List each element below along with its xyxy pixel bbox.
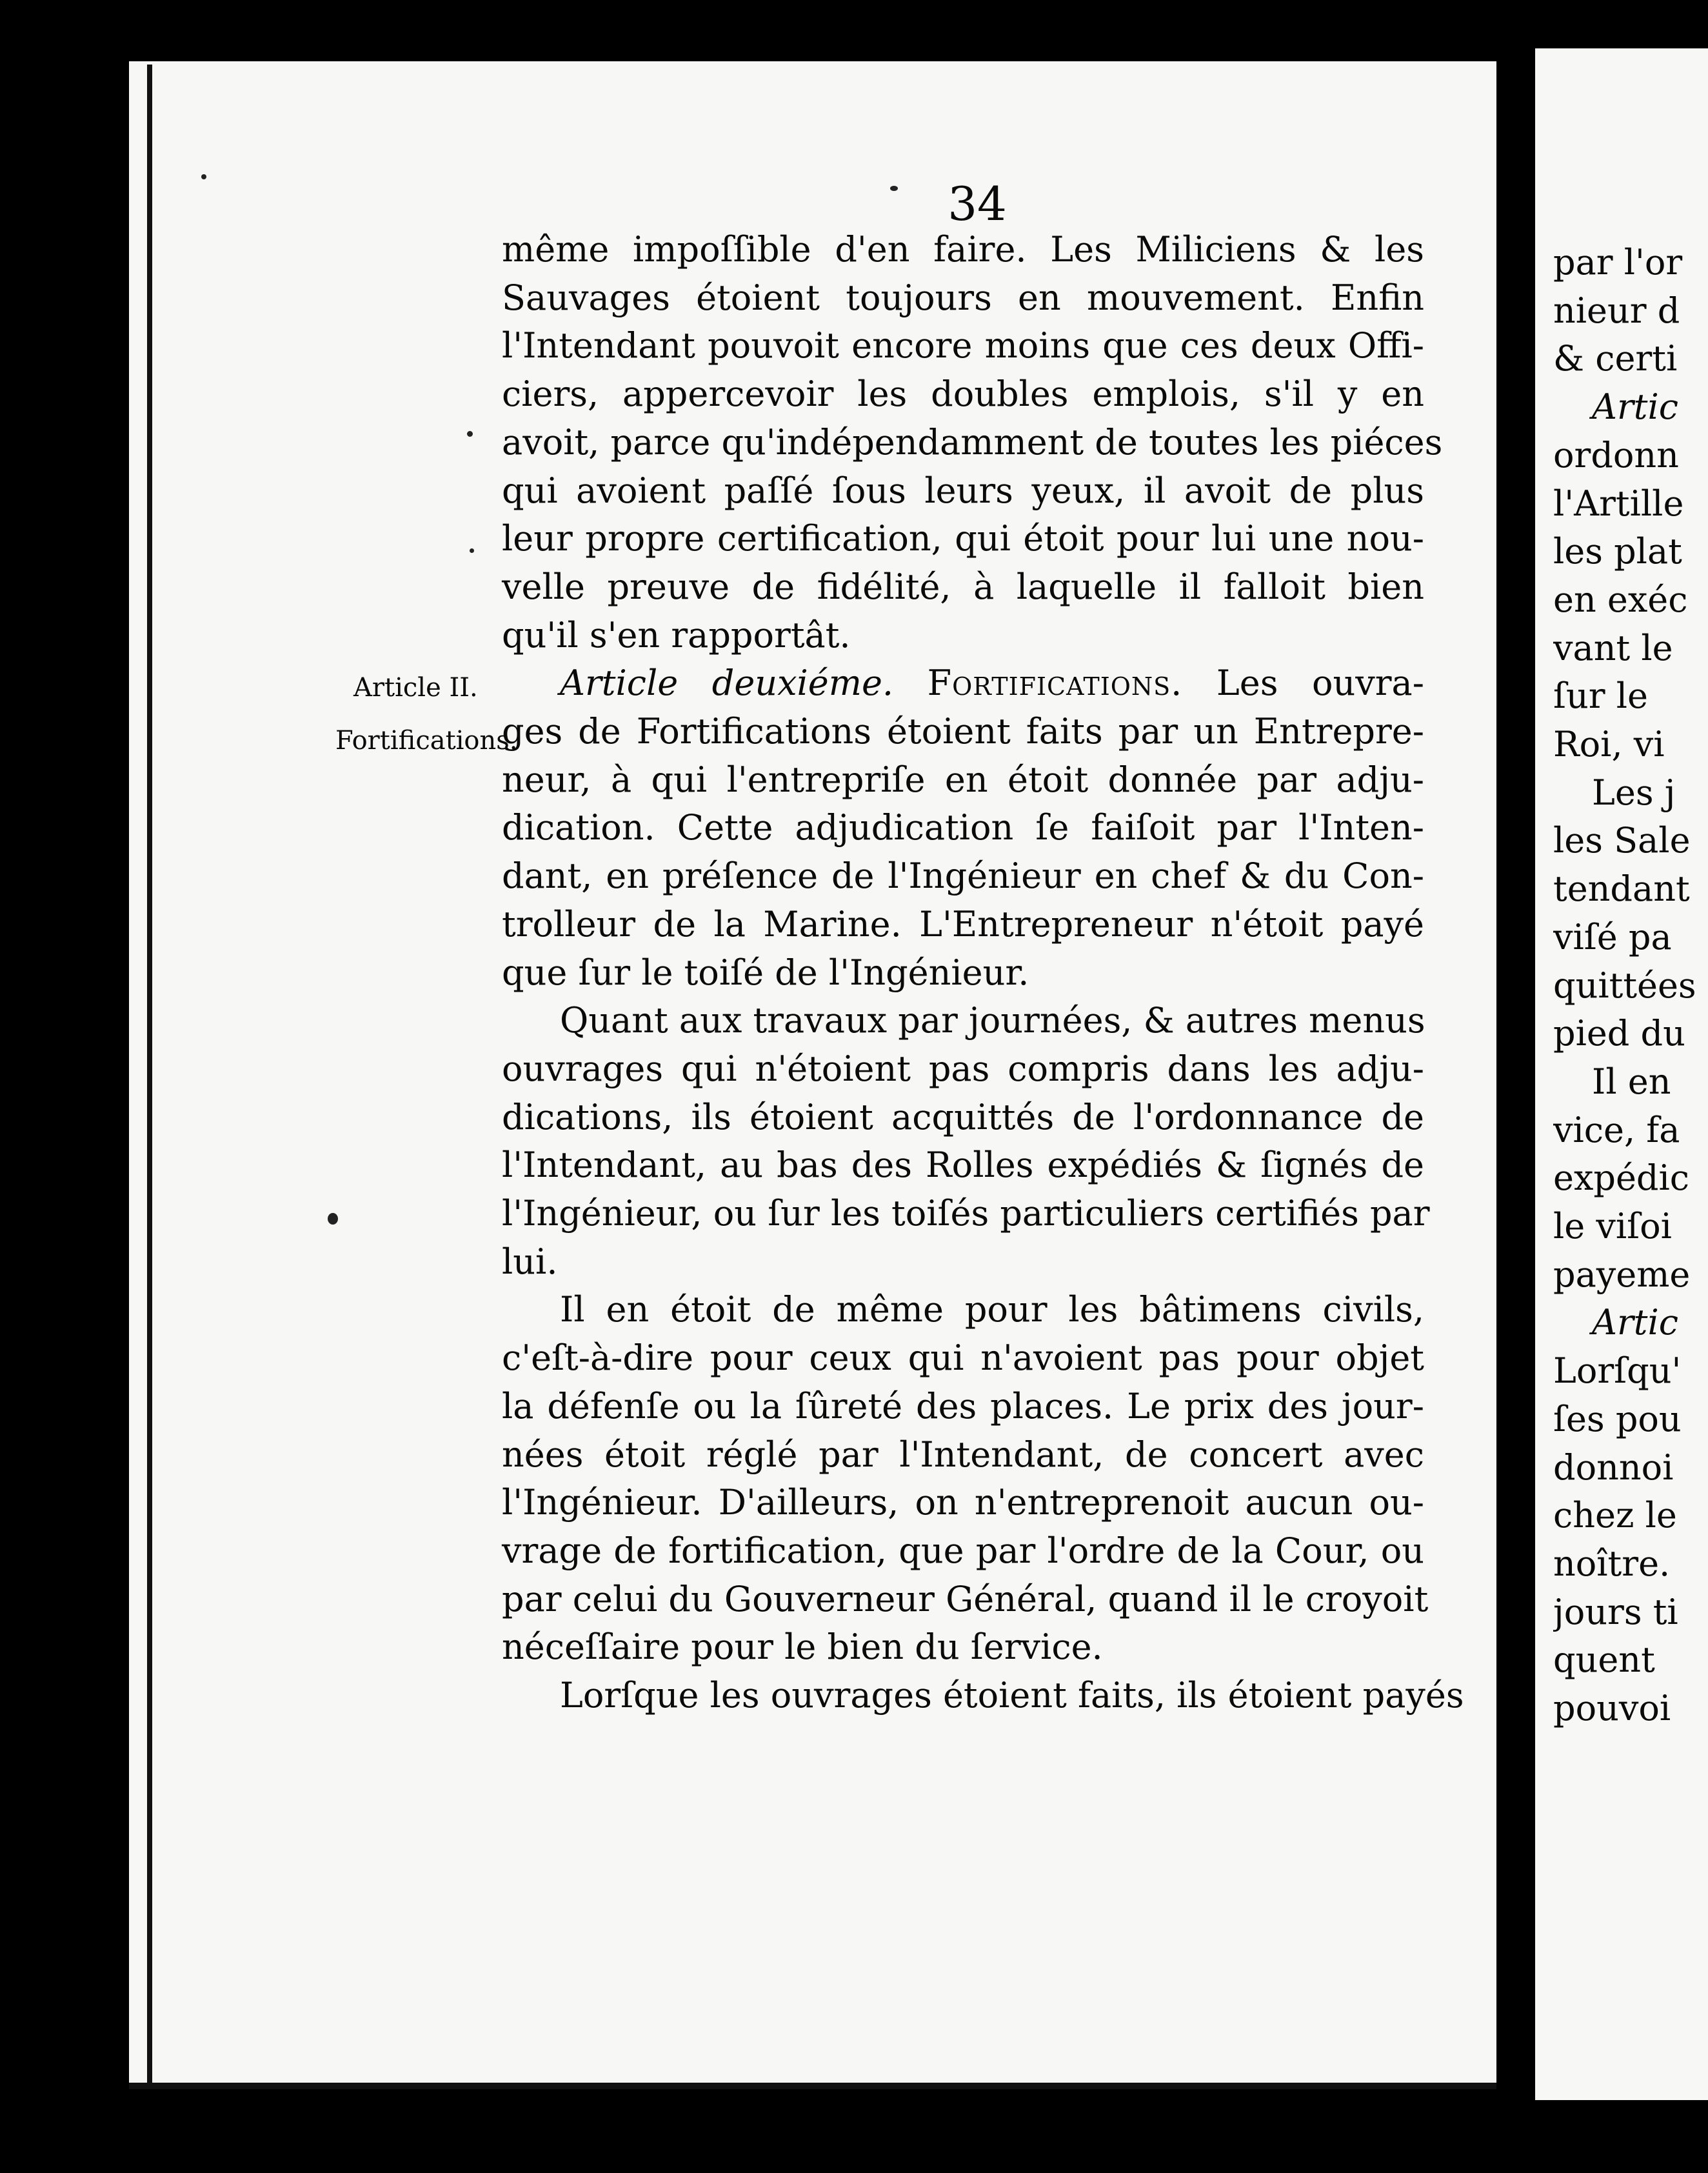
facing-page-text [1553,239,1708,1733]
text-line [502,1623,1424,1672]
facing-text-line: le viſoi [1553,1206,1672,1247]
text-line [502,1141,1424,1190]
paper-speck [201,174,206,179]
text-line [502,1334,1424,1383]
line-text: dant, en préſence de l'Ingénieur en chef & du Con- [502,856,1424,897]
line-text: néceſſaire pour le bien du ſervice. [502,1627,1103,1668]
line-text: lui. [502,1241,558,1282]
facing-text-line: ſes pou [1553,1398,1682,1439]
line-text: l'Intendant, au bas des Rolles expédiés & ſignés de [502,1145,1424,1186]
facing-text-line: quent [1553,1639,1655,1681]
text-line [502,1576,1429,1624]
text-line [502,274,1424,323]
text-line [502,322,1424,370]
line-text: l'Intendant pouvoit encore moins que ces deux Offi- [502,325,1424,366]
line-text: qui avoient paſſé ſous leurs yeux, il avoit de plus [502,470,1424,511]
text-line [502,1190,1430,1238]
line-text: c'eſt-à-dire pour ceux qui n'avoient pas pour objet [502,1337,1424,1379]
text-line [502,1286,1424,1334]
text-line [502,612,1424,660]
book-gutter [1496,58,1535,2102]
facing-text-line: Les j [1592,772,1676,813]
text-line [502,1045,1424,1094]
text-line [502,1431,1424,1479]
facing-text-line: ordonn [1553,434,1679,476]
paper-speck [328,1213,338,1225]
facing-text-line: quittées [1553,965,1696,1006]
line-text: Sauvages étoient toujours en mouvement. Enfin [502,277,1424,318]
line-text: Il en étoit de même pour les bâtimens civils, [560,1289,1424,1330]
facing-text-line: pouvoi [1553,1688,1671,1729]
facing-text-line: & certi [1553,338,1678,379]
facing-text-line: en exéc [1553,579,1688,620]
facing-text-line: Il en [1592,1061,1671,1102]
text-line [502,1672,1464,1720]
text-line [502,370,1424,419]
line-text: neur, à qui l'entrepriſe en étoit donnée par adju- [502,759,1424,800]
facing-text-line: les Sale [1553,820,1691,861]
paper-speck [467,431,473,437]
facing-text-line: viſé pa [1553,916,1672,957]
line-text: ciers, appercevoir les doubles emplois, s'il y en [502,374,1424,415]
line-text: Quant aux travaux par journées, & autres menus [560,1000,1425,1041]
line-text: dication. Cette adjudication ſe faiſoit par l'Inten- [502,807,1424,848]
text-line [502,515,1424,563]
line-text: trolleur de la Marine. L'Entrepreneur n'étoit payé [502,903,1424,945]
facing-text-line: payeme [1553,1254,1691,1295]
facing-text-line: Roi, vi [1553,724,1665,765]
text-line [502,467,1424,516]
text-line [502,852,1424,901]
text-line [502,804,1424,852]
paper-speck [890,186,898,191]
line-text: nées étoit réglé par l'Intendant, de concert avec [502,1434,1424,1475]
facing-text-line: vant le [1553,627,1673,668]
line-text: vrage de fortification, que par l'ordre de la Cour, ou [502,1530,1424,1571]
text-line [502,1383,1424,1431]
line-text: dications, ils étoient acquittés de l'ordonnance de [502,1096,1424,1137]
text-line [502,1238,1424,1287]
line-text: Lorſque les ouvrages étoient faits, ils étoient payés [560,1675,1464,1716]
facing-text-line: pied du [1553,1013,1685,1054]
text-line [502,1094,1424,1142]
line-text: par celui du Gouverneur Général, quand il le croyoit [502,1578,1429,1619]
facing-text-line: ſur le [1553,676,1648,717]
page-number: 34 [948,177,1007,231]
line-text: velle preuve de fidélité, à laquelle il falloit bien [502,566,1424,607]
text-line [502,1527,1424,1576]
facing-text-line: donnoi [1553,1447,1674,1488]
marginal-note-article: Article II. [353,673,478,703]
line-text: avoit, parce qu'indépendamment de toutes les piéces [502,421,1443,463]
facing-text-line: expédic [1553,1157,1690,1199]
line-text: la défenſe ou la ſûreté des places. Le prix des jour- [502,1385,1424,1427]
page-edge-shadow [147,65,152,2085]
facing-text-line: Artic [1592,386,1679,428]
text-line [502,949,1424,997]
text-line [502,901,1424,949]
text-line [502,756,1424,805]
page-bottom-edge [129,2083,1496,2089]
line-text: l'Ingénieur. D'ailleurs, on n'entreprenoit aucun ou- [502,1482,1424,1523]
line-text: Les ouvra- [1182,663,1425,704]
facing-text-line: jours ti [1553,1591,1678,1632]
line-text: même impoſſible d'en faire. Les Miliciens & les [502,229,1424,270]
facing-text-line: chez le [1553,1495,1677,1536]
line-text: qu'il s'en rapportât. [502,614,851,656]
facing-text-line: vice, fa [1553,1109,1680,1150]
facing-text-line: l'Artille [1553,483,1684,524]
facing-text-line: par l'or [1553,242,1683,283]
text-line [502,708,1424,756]
text-line [502,997,1424,1045]
text-line [502,659,1424,708]
facing-text-line: nieur d [1553,290,1680,331]
facing-text-line: les plat [1553,531,1682,572]
text-line [502,563,1424,612]
paper-speck [470,548,474,553]
line-text: ouvrages qui n'étoient pas compris dans les adju- [502,1048,1424,1089]
line-text: ges de Fortifications étoient faits par un Entrepre- [502,711,1424,752]
marginal-note-topic: Fortifications. [335,726,518,756]
article-heading: Article deuxiéme. [560,663,894,704]
text-line [502,419,1443,467]
facing-text-line: tendant [1553,868,1690,910]
facing-text-line: noître. [1553,1543,1671,1584]
text-line [502,1479,1424,1527]
section-title: Fortifications. [927,663,1183,704]
text-line [502,226,1424,274]
facing-text-line: Artic [1592,1302,1679,1343]
line-text: leur propre certification, qui étoit pour lui une nou- [502,518,1424,559]
line-text: que ſur le toiſé de l'Ingénieur. [502,952,1029,993]
facing-text-line: Lorſqu' [1553,1350,1682,1392]
body-text [502,226,1464,1720]
line-text: l'Ingénieur, ou ſur les toiſés particuliers certifiés par [502,1193,1430,1234]
